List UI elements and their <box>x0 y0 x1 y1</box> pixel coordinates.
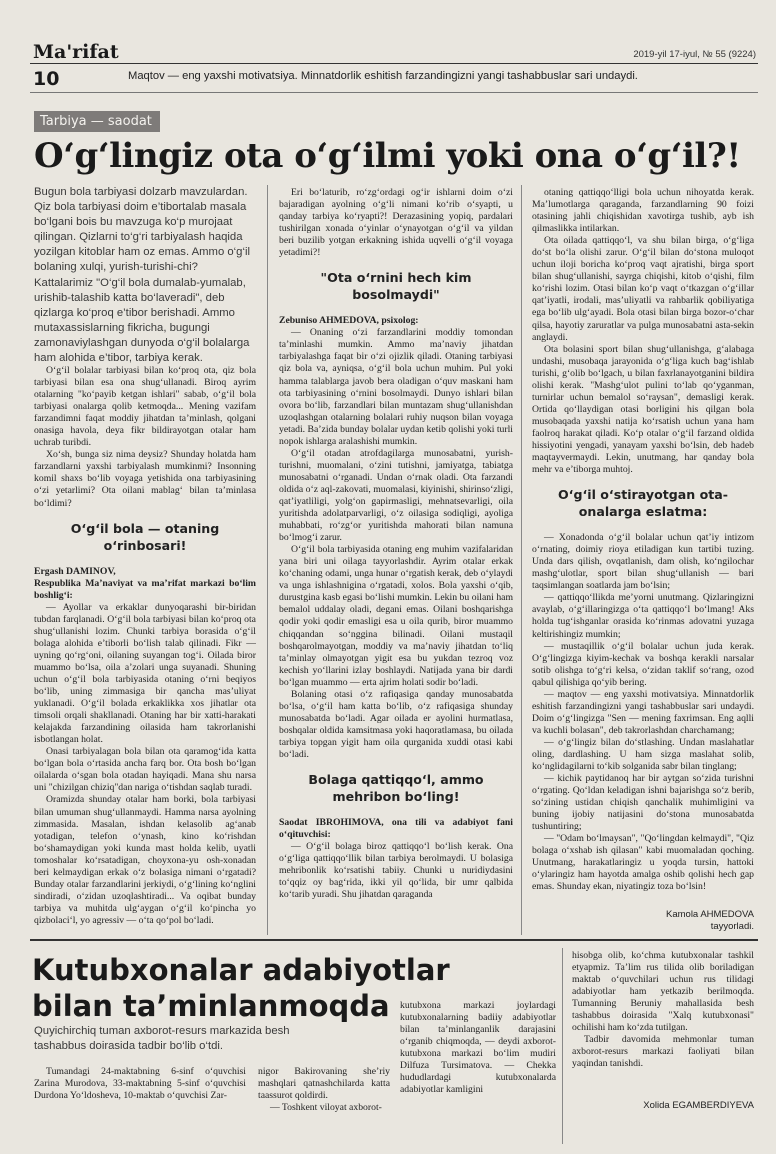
paragraph: O‘g‘il otadan atrofdagilarga munosabatni, yurish-turishni, muomalani, o‘zini tutishni, jamiyatga, tabiatga munosabatni o‘rganadi. Undan o‘rnak oladi. Ota farzandi oldida o‘z aql-zakovati, muomalasi, kiyinishi, shirinso‘zligi, qat’iyatliligi, yolg‘on gapirmasligi, mehnatsevarligi, oila yuritishda adolatparvarligi, o‘z oilasiga sodiqligi, ayoliga muhabbati, ro‘zg‘or yuritishda mahorati bilan namuna bo‘lmog‘i zarur. <box>279 447 513 544</box>
motto-rule <box>30 92 758 93</box>
paragraph: kutubxona markazi joylardagi kutubxonalarning badiiy adabiyotlar bilan ta’minlanganlik darajasini o‘rganib chiqmoqda, — deydi axborot-kutubxona markazi bo‘lim mudiri Dilfuza Tursimatova. — Chekka hududlardagi kutubxonalarda adabiyotlar kamligini <box>400 1000 556 1096</box>
paragraph: — Onaning o‘zi farzandlarini moddiy tomondan ta’minlashi mumkin. Ammo ma’naviy jihatdan tarbiyalashga faqat bir o‘zi ojizlik qiladi. Otaning tarbiyasi qiz bola va, ayniqsa, o‘g‘il bola uchun muhim. Pul yoki hamma talablarga javob bera oladigan o‘quv maskani ham ota tarbiyasining o‘rnini bosolmaydi. Dunyo ishlari bilan ovora bo‘lib, farzandlari bilan muntazam shug‘ullanishdan uzoqlashgan otalarning bolalari ruhiy nuqson bilan voyaga yetadi. Ba’zida bunday bolalar uydan ketib qolishi yoki turli nopok ishlarga aralashishi mumkin. <box>279 327 513 447</box>
paragraph: O‘g‘il bola tarbiyasida otaning eng muhim vazifalaridan yana biri uni oilaga tayyorlashdir. Ayrim otalar erkak ko‘chaning odami, unga hunar o‘rgatish kerak, deb o‘ylaydi va unga ishlashnigina o‘rgatadi, xolos. Bola yaxshi o‘qib, durustgina kasb egasi bo‘lishi mumkin. Lekin bu oilani ham bemalol uddalay oladi, degani emas. Oilani boshqarishga qodir yoki qodir emasligi esa u oila qurib, biror muammo chiqqandan so‘nggina bilinadi. Oilani mustaqil boshqarolmayotgan, moddiy va ma’naviy jihatdan to‘liq ta’minlay olmayotgan yigit esa bu yukdan tezroq voz kechish yo‘llarini izlay boshlaydi. Natijada yana bir dardi bo‘lgan muammo — erta ajrim holati sodir bo‘ladi. <box>279 544 513 688</box>
paragraph: Bolaning otasi o‘z rafiqasiga qanday munosabatda bo‘lsa, o‘g‘il ham katta bo‘lib, o‘z rafiqasiga shunday munosabatda bo‘ladi. Agar oilada er ayolini hurmatlasa, boshqalar oldida kamsitmasa yoki haqoratlamasa, bu oilada tarbiya topgan yigit ham oila qurganida xuddi otasi kabi bo‘ladi. <box>279 688 513 760</box>
list-item: — kichik paytidanoq har bir aytgan so‘zida turishni o‘rgating. Qo‘ldan keladigan ishni bajarishga so‘z berib, so‘zining ustidan chiqish qanchalik muhimligini va buning ijobiy natijasini do‘stona munosabatda tushuntiring; <box>532 773 754 833</box>
paragraph: Onasi tarbiyalagan bola bilan ota qaramog‘ida katta bo‘lgan bola o‘rtasida ancha farq bor. Ota bosh bo‘lgan oilalarda o‘sgan bola otadan hayiqadi. Mana shu narsa uni "chizilgan chiziq"dan nariga o‘tishdan saqlab turadi. <box>34 746 256 794</box>
author: Saodat IBROHIMOVA, ona tili va adabiyot fani o‘qituvchisi: <box>279 817 513 841</box>
paragraph: Ota oilada qattiqqo‘l, va shu bilan birga, o‘g‘liga do‘st bo‘la olishi zarur. O‘g‘il bilan do‘stona muloqot uchun iloji boricha ko‘proq vaqt ajratishi, birga sport bilan shug‘ullanishi, sayrga chiqishi, kitob o‘qishi, film ko‘rishi lozim. Otasi bilan ko‘p vaqt o‘tkazgan o‘g‘illar qat’iyatli, irodali, mas’uliyatli va rahbarlik qobiliyatiga ega bo‘lib ulg‘ayadi. Bola otasi bilan birga bozor-o‘char qilsa, hayotiy zaruratlar va pulga munosabatni asta-sekin anglaydi. <box>532 235 754 343</box>
article-column-1 <box>34 365 256 927</box>
paragraph: — O‘g‘il bolaga biroz qattiqqo‘l bo‘lish kerak. Ona o‘g‘liga qattiqqo‘llik bilan tarbiya berolmaydi. U bolasiga mehribonlik ko‘rsatishi tabiiy. Chunki u nuridiydasini to‘qqiz oy bag‘rida, ikki yil qo‘lida, bir umr qalbida ko‘tarib yuradi. Shu jihatdan qaraganda <box>279 841 513 901</box>
article-lead: Bugun bola tarbiyasi dolzarb mavzulardan. Qiz bola tarbiyasi doim e’tibortalab masala bo‘lgani bois bu mavzuga ko‘p murojaat qilingan. Qizlarni to‘g‘ri tarbiyalash haqida yozilgan kitoblar ham oz emas. Ammo o‘g‘il bolaning xulqi, yurish-turishi-chi? Kattalarimiz "O‘g‘il bola dumalab-yumalab, urishib-talashib katta bo‘laveradi", deb qizlarga ko‘proq e’tibor berishadi. Ammo mutaxassislarning fikricha, bugungi zamonaviylashgan dunyoda o‘g‘il bolalarga ham alohida e’tibor, tarbiya kerak. <box>34 186 250 365</box>
paragraph: Eri bo‘laturib, ro‘zg‘ordagi og‘ir ishlarni doim o‘zi bajaradigan ayolning o‘g‘li nimani ko‘rib o‘syapti, u qanday tarbiya ko‘ryapti?! Derazasining yopiq, pardalari tushirilgan xonada o‘yinlar o‘ynayotgan o‘g‘il va yildan beri buzilib yotgan erkakning ishida uqvelli o‘g‘il voyaga yetadimi?! <box>279 187 513 259</box>
list-item: — maqtov — eng yaxshi motivatsiya. Minnatdorlik eshitish farzandingizni yangi tashabbuslar sari undaydi. Doim o‘g‘lingizga "Sen — mening faxrimsan. Eng aqlli va kuchli bolasan", deb takrorlashdan charchamang; <box>532 688 754 736</box>
signature-role: tayyorladi. <box>710 921 754 932</box>
author-signature: Xolida EGAMBERDIYEVA <box>643 1100 754 1111</box>
column-divider <box>562 948 563 1144</box>
subheading: O‘g‘il bola — otaning o‘rinbosari! <box>70 520 220 553</box>
author-role: Respublika Ma’naviyat va ma’rifat markazi bo‘lim boshlig‘i: <box>34 577 256 601</box>
paragraph: — Toshkent viloyat axborot- <box>270 1102 382 1114</box>
column-divider <box>521 185 522 935</box>
page-number: 10 <box>33 68 60 90</box>
list-item: — qattiqqo‘llikda me’yorni unutmang. Qizlaringizni avaylab, o‘g‘illaringizga o‘ta qattiqqo‘l bo‘lmang! Aks holda tug‘ishganlar orasida ko‘rinmas adovatni yuzaga keltirishingiz mumkin; <box>532 592 754 640</box>
list-item: — Xonadonda o‘g‘il bolalar uchun qat’iy intizom o‘rnating, doimiy rioya etiladigan kun tartibi tuzing. Unda dars qilish, ovqatlanish, dam olish, ko‘ngilochar mashg‘ulotlar, sport bilan shug‘ullanish — bari taqsimlangan soatlarda jam bo‘lsin; <box>532 532 754 592</box>
paragraph: — Ayollar va erkaklar dunyoqarashi bir-biridan tubdan farqlanadi. O‘g‘il bola tarbiyasi bilan ko‘proq ota shug‘ullanishi lozim. Chunki tarbiya borasida o‘g‘il bolaga alohida e’tiborli bo‘lish talab qilinadi. Fikr — uyning qo‘rg‘oni, oilaning suyangan tog‘i. Oilada biror muammo bo‘lsa, oila a’zolari unga suyanadi. Shuning uchun o‘g‘il bola tarbiyasida otaning o‘rni beqiyos bo‘lib, uning zimmasiga bir qancha mas’uliyat yuklanadi. O‘g‘il bolada erkaklikka xos jihatlar ota timsoli orqali shakllanadi. Otaning har bir xatti-harakati kelajakda farzandining oilasida ham takrorlanishi isbotlangan holat. <box>34 601 256 746</box>
author-name: Ergash DAMINOV, <box>34 565 116 577</box>
issue-date: 2019-yil 17-iyul, № 55 (9224) <box>633 49 756 60</box>
list-item: — o‘g‘lingiz bilan do‘stlashing. Undan maslahatlar oling, dardlashing. U ham sizga maslahat solib, ko‘nglidagilarni to‘kib solganida sabr bilan tinglang; <box>532 736 754 773</box>
article-column-2 <box>279 187 513 901</box>
article2-column-3 <box>400 1000 556 1096</box>
author-signature <box>532 909 754 933</box>
article-separator <box>30 939 758 941</box>
list-item: — mustaqillik o‘g‘il bolalar uchun juda kerak. O‘g‘lingizga kiyim-kechak va boshqa kerakli narsalar sotib olishga to‘g‘ri kelsa, o‘zidan taklif so‘rang, ozod qabul qilishiga qo‘yib bering. <box>532 640 754 688</box>
paragraph: Oramizda shunday otalar ham borki, bola tarbiyasi bilan umuman shug‘ullanmaydi. Hamma narsa ayolning zimmasida. Masalan, ishdan kelasolib ag‘anab yotadigan, telefon o‘ynash, kino ko‘rishdan bo‘shamaydigan yoki kunda mast holda kelib, uyatli tomoshalar ko‘rsatadigan, choyxona-yu osh-xonadan beri kelmaydigan erkak o‘z bolasiga nimani o‘rgatadi? Bunday otalar farzandlarini jerkiydi, o‘g‘lining ko‘nglini sindiradi, o‘zidan uzoqlashtiradi... Va oqibat bunday tarbiya va muhitda ulg‘aygan o‘g‘il ko‘pincha yo qizbolaсi‘l, yo agressiv — o‘ta qo‘pol bo‘ladi. <box>34 794 256 926</box>
signature-name: Kamola AHMEDOVA <box>666 909 754 920</box>
paragraph: hisobga olib, ko‘chma kutubxonalar tashkil etyapmiz. Ta’lim rus tilida olib boriladigan maktab o‘quvchilari uchun rus tilidagi adabiyotlar ham yetkazib berilmoqda. Tumanning Beruniy mahallasida besh tashabbus doirasida "Xalq kutubxonasi" ochilishi ham ko‘zda tutilgan. <box>572 950 754 1034</box>
paragraph: O‘g‘il bolalar tarbiyasi bilan ko‘proq ota, qiz bola tarbiyasi bilan esa ona shug‘ullanadi. Biroq ayrim otalarning "ko‘payib ketgan ishlari" sabab, o‘g‘il bola tarbiyasi onalarga qolib ketmoqda... Mening vazifam farzandimni faqat moddiy jihatdan ta’minlash, qolgani onasiga havola, deya fikr bildirayotgan otalar ham uchrab turibdi. <box>34 365 256 449</box>
page-motto: Maqtov — eng yaxshi motivatsiya. Minnatdorlik eshitish farzandingizni yangi tashabbuslar sari undaydi. <box>128 70 638 82</box>
paragraph: Xo‘sh, bunga siz nima deysiz? Shunday holatda ham farzandlarni yaxshi tarbiyalash mumkinmi? Insonning komil shaxs bo‘lib voyaga yetishida ona tarbiyasining o‘zi yetarlimi? Ota oilani mablag‘ bilan ta’minlasa bo‘ldimi? <box>34 449 256 509</box>
section-tag: Tarbiya — saodat <box>34 111 160 132</box>
article2-column-1 <box>34 1066 246 1102</box>
subheading: O‘g‘il o‘stirayotgan ota-onalarga eslatma: <box>557 487 729 520</box>
paragraph: otaning qattiqqo‘lligi bola uchun nihoyatda kerak. Ma’lumotlarga qaraganda, farzandlarning 90 foizi otasining jahli chiqishidan xavotirga tushib, ayb ish qilmaslikka intilarkan. <box>532 187 754 235</box>
article-lead: Quyichirchiq tuman axborot-resurs markazida besh tashabbus doirasida tadbir bo‘lib o‘tdi. <box>34 1025 290 1052</box>
article2-column-2 <box>258 1066 390 1114</box>
masthead-rule <box>30 63 758 64</box>
paragraph: Ota bolasini sport bilan shug‘ullanishga, g‘alabaga undashi, musobaqa jarayonida o‘g‘liga kuch bag‘ishlab turishi, g‘olib bo‘lgach, u bilan faxrlanayotganini bildira olishi kerak. "Mashg‘ulot pulini to‘lab qo‘yganman, turnirlar uchun bemalol so‘raysan", demasligi kerak. Ortida qo‘llaydigan otasi borligini his qilgan bola musobaqada yaxshi natija ko‘rsatish uchun yana ham faolroq harakat qiladi. Ko‘p otalar o‘g‘il farzand oldida hissiyotini yengadi, yanayam yaxshi bo‘lsin, deb hadeb maqtayvermaydi. Lekin, unutmang, har qanday bola mehr va e’tiborga muhtoj. <box>532 343 754 476</box>
article-column-3 <box>532 187 754 894</box>
subheading: Bolaga qattiqqo‘l, ammo mehribon bo‘ling! <box>308 772 484 805</box>
paragraph: Tumandagi 24-maktabning 6-sinf o‘quvchisi Zarina Murodova, 33-maktabning 5-sinf o‘quvchisi Durdona Yo‘ldosheva, 10-maktab o‘quvchisi Zar- <box>34 1066 246 1102</box>
list-item: — "Odam bo‘lmaysan", "Qo‘lingdan kelmaydi", "Qiz bolaga o‘xshab ish qilasan" kabi muomaladan qoching. Unutmang, harakatlaringiz u yoqda tursin, hattoki o‘ylaringiz ham hayotda amalga oshib qolishi hech gap emas. Shunday ekan, niyatingiz toza bo‘lsin! <box>532 833 754 893</box>
article2-column-4 <box>572 950 754 1070</box>
column-divider <box>267 185 268 935</box>
paragraph: nigor Bakirovaning she’riy mashqlari qatnashchilarda katta taassurot qoldirdi. <box>258 1066 390 1102</box>
author: Zebuniso AHMEDOVA, psixolog: <box>279 315 419 327</box>
subheading: "Ota o‘rnini hech kim bosolmaydi" <box>320 270 472 303</box>
paragraph: Tadbir davomida mehmonlar tuman axborot-resurs markazi faoliyati bilan yaqindan tanishdi. <box>572 1034 754 1070</box>
article-headline: Kutubxonalar adabiyotlar bilan ta’minlanmoqda <box>32 953 450 1023</box>
newspaper-brand: Ma'rifat <box>33 41 119 63</box>
article-headline: O‘g‘lingiz ota o‘g‘ilmi yoki ona o‘g‘il?! <box>34 136 741 176</box>
